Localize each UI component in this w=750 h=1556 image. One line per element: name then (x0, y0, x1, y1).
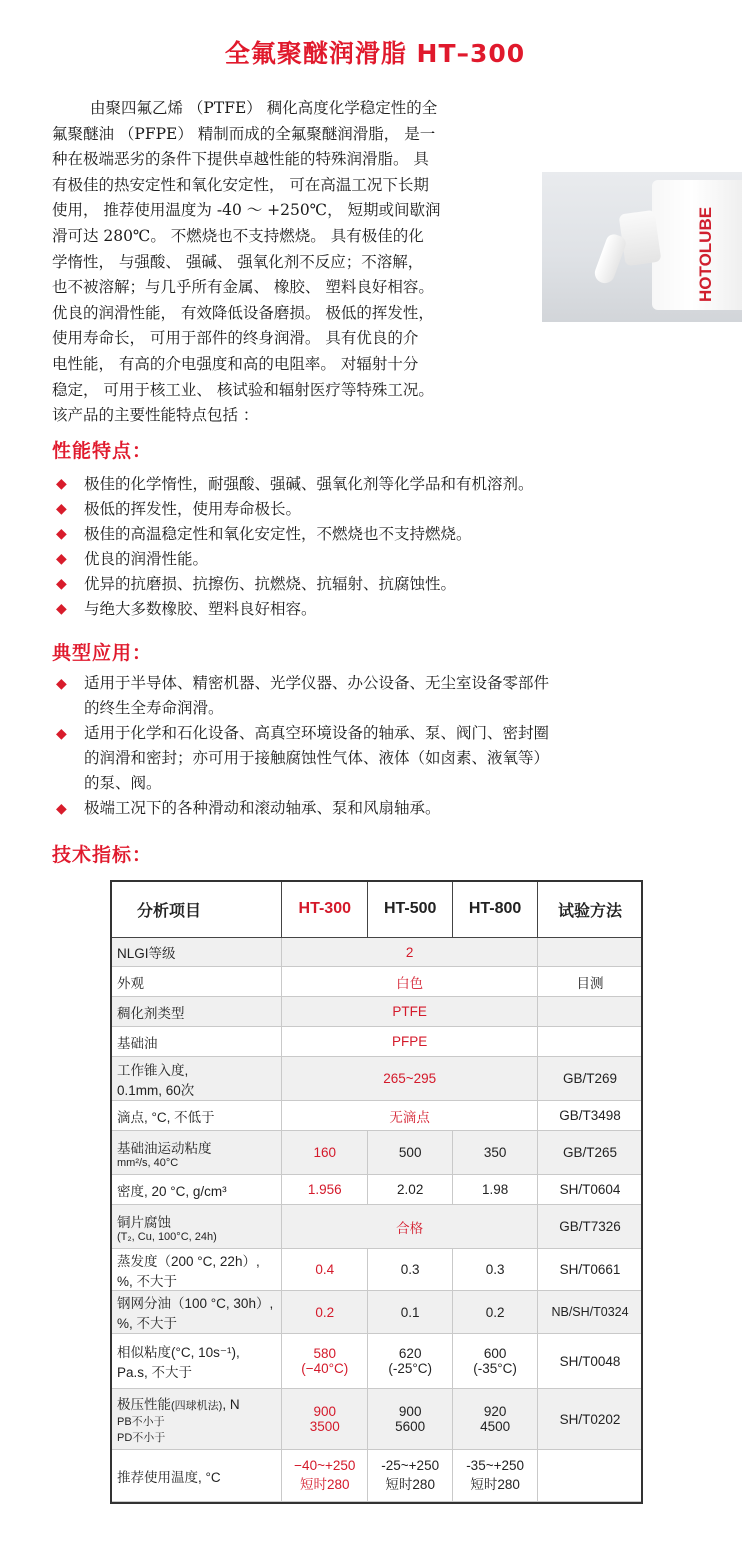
diamond-bullet-icon: ◆ (56, 501, 67, 517)
diamond-bullet-icon: ◆ (56, 476, 67, 492)
table-row: 基础油 PFPE (111, 1027, 643, 1057)
diamond-bullet-icon: ◆ (56, 676, 67, 692)
table-row: 滴点, °C, 不低于 无滴点 GB/T3498 (111, 1101, 643, 1131)
features-list (56, 472, 696, 622)
specs-heading: 技术指标： (52, 844, 153, 866)
table-row: 密度, 20 °C, g/cm³ 1.956 2.02 1.98 SH/T0604 (111, 1175, 643, 1205)
table-row: 推荐使用温度, °C −40~+250 短时280 -25~+250 短时280 -35~+250 短时280 (111, 1450, 643, 1502)
feature-item: ◆ 极低的挥发性，使用寿命极长。 (56, 497, 696, 522)
intro-line: 该产品的主要性能特点包括 ： (52, 406, 259, 425)
applications-heading: 典型应用： (52, 642, 153, 664)
table-row: 外观 白色 目测 (111, 967, 643, 997)
table-row: 基础油运动粘度 mm²/s, 40°C 160 500 350 GB/T265 (111, 1131, 643, 1175)
tube-neck (619, 210, 662, 267)
intro-line: 有极佳的热安定性和氧化安定性， 可在高温工况下长期 (52, 175, 429, 194)
diamond-bullet-icon: ◆ (56, 726, 67, 742)
table-row: NLGI等级 2 (111, 938, 643, 967)
svg-text:HOTOLUBE: HOTOLUBE (696, 206, 715, 302)
header-ht800: HT-800 (453, 881, 538, 938)
tube-nozzle (592, 232, 628, 286)
diamond-bullet-icon: ◆ (56, 551, 67, 567)
table-row: 工作锥入度, 0.1mm, 60次 265~295 GB/T269 (111, 1057, 643, 1101)
header-method: 试验方法 (538, 881, 643, 938)
page-title: 全氟聚醚润滑脂 HT–300 (224, 39, 526, 68)
table-row: 相似粘度(°C, 10s⁻¹), Pa.s, 不大于 580 (−40°C) 620 (-25°C) 600 (-35°C) SH/T0048 (111, 1334, 643, 1389)
intro-line: 种在极端恶劣的条件下提供卓越性能的特殊润滑脂。 具 (52, 150, 429, 169)
table-row: 稠化剂类型 PTFE (111, 997, 643, 1027)
table-header-row (111, 881, 643, 938)
intro-line: 优良的润滑性能， 有效降低设备磨损。 极低的挥发性， (52, 303, 434, 322)
feature-item: ◆ 优异的抗磨损、抗擦伤、抗燃烧、抗辐射、抗腐蚀性。 (56, 572, 696, 597)
intro-line: 使用寿命长， 可用于部件的终身润滑。 具有优良的介 (52, 329, 419, 348)
feature-item: ◆ 优良的润滑性能。 (56, 547, 696, 572)
intro-line: 稳定， 可用于核工业、 核试验和辐射医疗等特殊工况。 (52, 380, 434, 399)
diamond-bullet-icon: ◆ (56, 576, 67, 592)
feature-item: ◆ 极佳的化学惰性，耐强酸、强碱、强氧化剂等化学品和有机溶剂。 (56, 472, 696, 497)
intro-line: 氟聚醚油 （PFPE） 精制而成的全氟聚醚润滑脂， 是一 (52, 124, 436, 143)
table-row: 钢网分油（100 °C, 30h）, %, 不大于 0.2 0.1 0.2 NB/SH/T0324 (111, 1291, 643, 1334)
application-item: ◆ 适用于半导体、精密机器、光学仪器、办公设备、无尘室设备零部件 的终生全寿命润滑。 (56, 674, 550, 717)
intro-line: 学惰性， 与强酸、 强碱、 强氧化剂不反应；不溶解， (52, 252, 424, 271)
diamond-bullet-icon: ◆ (56, 601, 67, 617)
header-item: 分析项目 (111, 881, 282, 938)
feature-item: ◆ 极佳的高温稳定性和氧化安定性，不燃烧也不支持燃烧。 (56, 522, 696, 547)
header-ht500: HT-500 (368, 881, 453, 938)
table-row: 铜片腐蚀 (T₂, Cu, 100°C, 24h) 合格 GB/T7326 (111, 1205, 643, 1249)
feature-item: ◆ 与绝大多数橡胶、塑料良好相容。 (56, 597, 696, 622)
applications-list (56, 671, 696, 821)
diamond-bullet-icon: ◆ (56, 801, 67, 817)
spec-table (110, 880, 643, 1502)
intro-line: 也不被溶解；与几乎所有金属、 橡胶、 塑料良好相容。 (52, 278, 434, 297)
table-row: 极压性能(四球机法), N PB不小于 PD不小于 900 3500 900 5600 920 4500 SH/T0202 (111, 1389, 643, 1450)
intro-line: 电性能， 有高的介电强度和高的电阻率。 对辐射十分 (52, 354, 419, 373)
application-item: ◆ 极端工况下的各种滑动和滚动轴承、泵和风扇轴承。 (56, 799, 441, 817)
intro-line: 使用， 推荐使用温度为 -40 ～ +250℃， 短期或间歇润 (52, 201, 441, 220)
intro-line: 由聚四氟乙烯 （PTFE） 稠化高度化学稳定性的全 (90, 99, 438, 117)
features-heading: 性能特点： (52, 440, 153, 462)
header-ht300: HT-300 (282, 881, 368, 938)
table-row: 蒸发度（200 °C, 22h）, %, 不大于 0.4 0.3 0.3 SH/T0661 (111, 1249, 643, 1291)
product-tube-image (542, 172, 742, 322)
intro-paragraph (52, 96, 530, 429)
application-item: ◆ 适用于化学和石化设备、高真空环境设备的轴承、泵、阀门、密封圈 的润滑和密封；亦可用于接触腐蚀性气体、液体（如卤素、液氧等） 的泵、阀。 (56, 724, 550, 792)
diamond-bullet-icon: ◆ (56, 526, 67, 542)
brand-logo (687, 194, 721, 304)
intro-line: 滑可达 280℃。 不燃烧也不支持燃烧。 具有极佳的化 (52, 226, 424, 245)
